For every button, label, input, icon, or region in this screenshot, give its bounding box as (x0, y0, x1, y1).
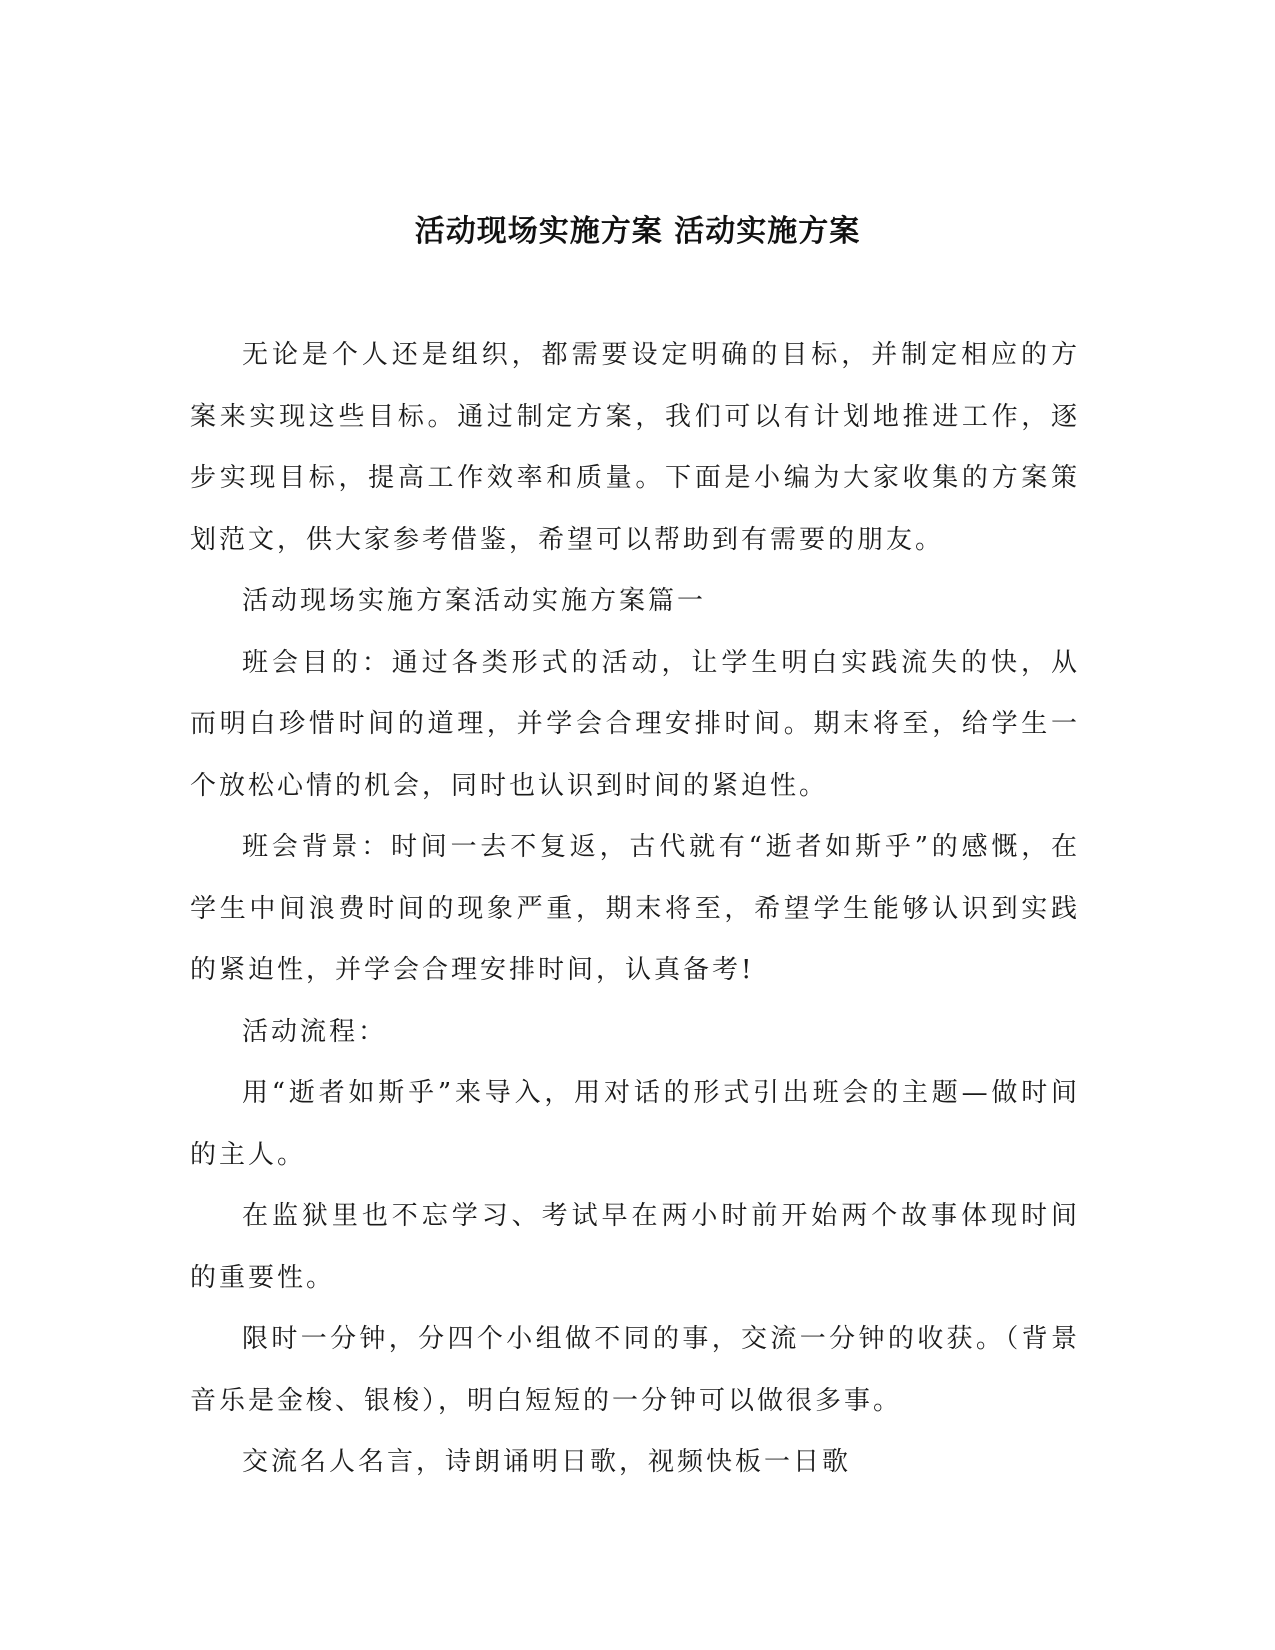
class-meeting-purpose-paragraph: 班会目的：通过各类形式的活动，让学生明白实践流失的快，从而明白珍惜时间的道理，并学会合理安排时间。期末将至，给学生一个放松心情的机会，同时也认识到时间的紧迫性。 (190, 647, 1080, 801)
process-step-paragraph: 用“逝者如斯乎”来导入，用对话的形式引出班会的主题—做时间的主人。 (190, 1078, 1080, 1170)
section-heading: 活动现场实施方案活动实施方案篇一 (242, 586, 707, 616)
class-meeting-background-paragraph: 班会背景：时间一去不复返，古代就有“逝者如斯乎”的感慨，在学生中间浪费时间的现象严重，期末将至，希望学生能够认识到实践的紧迫性，并学会合理安排时间，认真备考! (190, 832, 1080, 985)
process-step-paragraph: 在监狱里也不忘学习、考试早在两小时前开始两个故事体现时间的重要性。 (190, 1201, 1080, 1293)
activity-process-heading: 活动流程： (242, 1016, 388, 1047)
process-step-paragraph: 交流名人名言，诗朗诵明日歌，视频快板一日歌 (242, 1447, 852, 1477)
process-step-paragraph: 限时一分钟，分四个小组做不同的事，交流一分钟的收获。（背景音乐是金梭、银梭），明白短短的一分钟可以做很多事。 (190, 1324, 1080, 1416)
document-title: 活动现场实施方案 活动实施方案 (414, 214, 861, 249)
intro-paragraph: 无论是个人还是组织，都需要设定明确的目标，并制定相应的方案来实现这些目标。通过制定方案，我们可以有计划地推进工作，逐步实现目标，提高工作效率和质量。下面是小编为大家收集的方案策划范文，供大家参考借鉴，希望可以帮助到有需要的朋友。 (190, 340, 1080, 555)
document-body (190, 325, 1080, 1494)
